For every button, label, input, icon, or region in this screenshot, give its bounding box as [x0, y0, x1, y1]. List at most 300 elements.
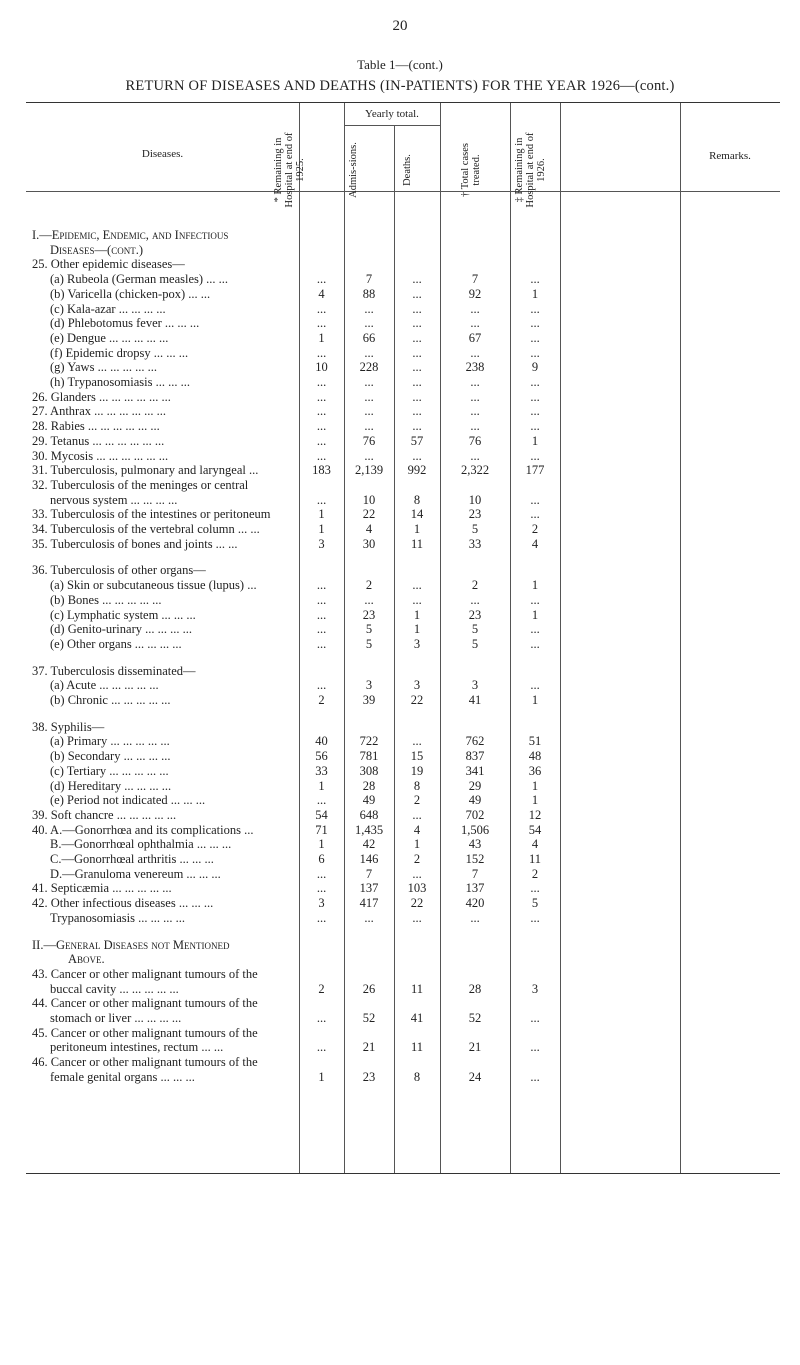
disease-label: Trypanosomiasis ... ... ... ... — [50, 910, 185, 925]
cell-total: 49 — [468, 793, 482, 808]
cell-total: 2 — [471, 578, 479, 593]
disease-label: B.—Gonorrhœal ophthalmia ... ... ... — [50, 837, 232, 852]
cell-rem25: ... — [316, 910, 327, 925]
cell-rem25: ... — [316, 866, 327, 881]
cell-rem26: ... — [530, 375, 540, 389]
section-heading-row — [0, 228, 800, 242]
disease-label: (b) Varicella (chicken-pox) ... ... — [50, 286, 211, 301]
cell-rem25: 1 — [318, 330, 325, 345]
cell-adm: 42 — [362, 837, 376, 852]
cell-rem25: ... — [316, 448, 327, 463]
cell-rem26: 4 — [531, 536, 539, 551]
cell-rem26: 1 — [531, 286, 539, 301]
cell-rem25: ... — [316, 622, 327, 637]
cell-total: 762 — [465, 734, 485, 749]
cell-deaths: 22 — [410, 693, 424, 707]
cell-adm: 52 — [362, 1011, 376, 1025]
cell-adm: 417 — [359, 896, 379, 911]
cell-rem26: 54 — [528, 822, 542, 837]
table-row — [0, 478, 800, 492]
disease-label: 26. Glanders ... ... ... ... ... ... — [32, 389, 171, 404]
cell-rem25: ... — [316, 1040, 327, 1055]
table-row — [0, 1011, 800, 1025]
cell-deaths: 19 — [410, 763, 424, 778]
cell-total: ... — [470, 910, 480, 925]
cell-rem26: ... — [530, 345, 540, 360]
cell-deaths: ... — [412, 345, 422, 360]
cell-rem25: 1 — [318, 1069, 325, 1084]
cell-adm: 308 — [359, 763, 379, 778]
table-row — [0, 808, 800, 822]
header-deaths: Deaths. — [402, 154, 413, 186]
disease-label: nervous system ... ... ... ... — [50, 492, 178, 507]
cell-total: 7 — [471, 866, 479, 881]
cell-adm: 23 — [362, 607, 376, 622]
cell-total: ... — [470, 375, 480, 389]
table-row — [0, 793, 800, 807]
cell-deaths: ... — [412, 404, 422, 419]
cell-adm: ... — [364, 316, 374, 331]
disease-label: (h) Trypanosomiasis ... ... ... — [50, 375, 190, 389]
cell-deaths: 1 — [413, 837, 421, 852]
cell-rem25: ... — [316, 433, 327, 448]
disease-label: (e) Period not indicated ... ... ... — [50, 793, 206, 808]
table-row — [0, 522, 800, 536]
table-row — [0, 434, 800, 448]
table-row — [0, 463, 800, 477]
disease-label: (e) Other organs ... ... ... ... — [50, 636, 182, 651]
cell-rem25: ... — [316, 301, 327, 316]
disease-label: (d) Genito-urinary ... ... ... ... — [50, 622, 192, 637]
disease-label: 30. Mycosis ... ... ... ... ... ... — [32, 448, 169, 463]
cell-adm: 228 — [359, 360, 379, 375]
cell-rem26: 1 — [531, 793, 539, 808]
cell-rem26: 2 — [531, 866, 539, 881]
disease-label: (g) Yaws ... ... ... ... ... — [50, 360, 157, 375]
cell-rem25: ... — [316, 272, 327, 287]
cell-total: 152 — [465, 852, 485, 866]
cell-adm: 2 — [365, 578, 373, 593]
table-row — [0, 608, 800, 622]
cell-rem26: 36 — [528, 763, 542, 778]
cell-adm: 26 — [362, 981, 376, 996]
cell-deaths: 2 — [413, 852, 421, 866]
cell-total: 702 — [465, 807, 485, 822]
cell-rem25: 56 — [315, 749, 328, 764]
cell-deaths: ... — [412, 316, 422, 331]
cell-adm: 146 — [359, 852, 379, 866]
disease-label: (d) Hereditary ... ... ... ... — [50, 778, 172, 793]
cell-rem25: ... — [316, 578, 327, 593]
cell-deaths: 1 — [413, 522, 421, 536]
cell-total: 21 — [468, 1040, 482, 1055]
cell-rem26: 1 — [531, 693, 539, 707]
table-row — [0, 678, 800, 692]
table-row — [0, 693, 800, 707]
table-heading: RETURN OF DISEASES AND DEATHS (IN-PATIENTS) FOR THE YEAR 1926—(cont.) — [125, 78, 675, 94]
section-heading-row — [0, 243, 800, 257]
cell-rem26: 48 — [528, 749, 542, 764]
cell-total: 10 — [468, 492, 482, 507]
cell-rem26: ... — [530, 622, 540, 637]
disease-label: (a) Skin or subcutaneous tissue (lupus) ... — [50, 578, 257, 593]
cell-deaths: 4 — [413, 822, 421, 837]
cell-rem26: ... — [530, 678, 540, 693]
cell-total: 137 — [465, 881, 485, 896]
cell-deaths: ... — [412, 389, 422, 404]
cell-rem25: ... — [316, 678, 327, 693]
disease-label: 25. Other epidemic diseases— — [32, 257, 185, 272]
disease-label: (c) Lymphatic system ... ... ... — [50, 607, 196, 622]
header-diseases: Diseases. — [141, 148, 184, 160]
disease-label: (a) Primary ... ... ... ... ... — [50, 734, 170, 749]
cell-adm: 3 — [365, 678, 373, 693]
disease-label: 43. Cancer or other malignant tumours of the — [32, 966, 258, 981]
disease-label: buccal cavity ... ... ... ... ... — [50, 981, 179, 996]
cell-rem26: ... — [530, 330, 540, 345]
cell-adm: 7 — [365, 866, 373, 881]
table-row — [0, 867, 800, 881]
cell-deaths: 8 — [413, 492, 421, 507]
cell-adm: 5 — [365, 622, 373, 637]
cell-total: 2,322 — [460, 463, 490, 478]
cell-rem26: ... — [530, 492, 540, 507]
cell-deaths: 8 — [413, 1069, 421, 1084]
cell-adm: 4 — [365, 522, 373, 536]
cell-rem25: ... — [316, 607, 327, 622]
cell-rem25: 54 — [315, 807, 328, 822]
disease-label: 35. Tuberculosis of bones and joints ... ... — [32, 536, 238, 551]
cell-rem25: 2 — [318, 981, 325, 996]
table-row — [0, 996, 800, 1010]
cell-rem26: ... — [530, 419, 540, 434]
disease-label: D.—Granuloma venereum ... ... ... — [50, 866, 221, 881]
cell-rem25: ... — [316, 404, 327, 419]
cell-adm: ... — [364, 301, 374, 316]
cell-deaths: ... — [412, 286, 422, 301]
table-row — [0, 563, 800, 577]
cell-rem25: ... — [316, 793, 327, 808]
table-row — [0, 360, 800, 374]
cell-rem26: 4 — [531, 837, 539, 852]
disease-label: (b) Bones ... ... ... ... ... — [50, 592, 162, 607]
cell-rem26: ... — [530, 636, 540, 651]
cell-rem26: ... — [530, 404, 540, 419]
disease-label: 33. Tuberculosis of the intestines or peritoneum — [32, 507, 271, 522]
cell-deaths: 3 — [413, 678, 421, 693]
cell-rem26: 2 — [531, 522, 539, 536]
cell-deaths: 1 — [413, 607, 421, 622]
cell-deaths: ... — [412, 375, 422, 389]
section-heading-row — [0, 952, 800, 966]
cell-deaths: 2 — [413, 793, 421, 808]
cell-total: 5 — [471, 522, 479, 536]
cell-deaths: 57 — [410, 433, 424, 448]
header-total-treated: † Total cases treated. — [460, 143, 482, 197]
cell-adm: 1,435 — [354, 822, 384, 837]
cell-deaths: 15 — [410, 749, 424, 764]
cell-total: ... — [470, 448, 480, 463]
cell-rem26: 12 — [528, 807, 542, 822]
cell-total: 5 — [471, 636, 479, 651]
table-row — [0, 390, 800, 404]
header-remaining-1926: ‡ Remaining in Hospital at end of 1926. — [514, 132, 547, 208]
table-row — [0, 896, 800, 910]
table-row — [0, 823, 800, 837]
cell-adm: ... — [364, 389, 374, 404]
cell-adm: 7 — [365, 272, 373, 287]
table-row — [0, 346, 800, 360]
cell-total: 43 — [468, 837, 482, 852]
cell-rem25: 6 — [318, 852, 325, 866]
cell-total: 29 — [468, 778, 482, 793]
cell-rem26: 11 — [528, 852, 542, 866]
cell-adm: 648 — [359, 807, 379, 822]
cell-adm: 137 — [359, 881, 379, 896]
table-row — [0, 578, 800, 592]
table-row — [0, 316, 800, 330]
cell-adm: 39 — [362, 693, 376, 707]
cell-total: 33 — [468, 536, 482, 551]
cell-total: 24 — [468, 1069, 482, 1084]
cell-adm: ... — [364, 592, 374, 607]
header-remarks: Remarks. — [709, 150, 751, 162]
disease-label: 36. Tuberculosis of other organs— — [32, 563, 206, 578]
cell-deaths: ... — [412, 734, 422, 749]
cell-rem26: ... — [530, 272, 540, 287]
cell-rem26: 1 — [531, 578, 539, 593]
table-row — [0, 837, 800, 851]
table-row — [0, 375, 800, 389]
cell-rem25: ... — [316, 345, 327, 360]
disease-label: 31. Tuberculosis, pulmonary and laryngeal ... — [32, 463, 259, 478]
cell-deaths: 11 — [410, 536, 424, 551]
cell-rem25: ... — [316, 1011, 327, 1025]
cell-adm: 21 — [362, 1040, 376, 1055]
table-row — [0, 749, 800, 763]
disease-label: (f) Epidemic dropsy ... ... ... — [50, 345, 189, 360]
disease-label: 41. Septicæmia ... ... ... ... ... — [32, 881, 172, 896]
cell-deaths: ... — [412, 272, 422, 287]
table-row — [0, 622, 800, 636]
table-row — [0, 302, 800, 316]
cell-rem26: ... — [530, 910, 540, 925]
cell-adm: ... — [364, 345, 374, 360]
cell-rem25: ... — [316, 389, 327, 404]
cell-adm: 28 — [362, 778, 376, 793]
disease-label: 42. Other infectious diseases ... ... ... — [32, 896, 214, 911]
cell-adm: 88 — [362, 286, 376, 301]
table-row — [0, 593, 800, 607]
disease-label: stomach or liver ... ... ... ... — [50, 1011, 182, 1025]
cell-adm: ... — [364, 419, 374, 434]
page-number: 20 — [392, 18, 408, 34]
cell-rem26: ... — [530, 389, 540, 404]
disease-label: (b) Secondary ... ... ... ... — [50, 749, 171, 764]
cell-adm: 2,139 — [354, 463, 384, 478]
cell-rem25: 4 — [318, 286, 325, 301]
cell-rem25: ... — [316, 375, 327, 389]
cell-total: 52 — [468, 1011, 482, 1025]
cell-total: 420 — [465, 896, 485, 911]
table-row — [0, 881, 800, 895]
disease-label: 32. Tuberculosis of the meninges or central — [32, 477, 249, 492]
disease-label: 37. Tuberculosis disseminated— — [32, 663, 196, 678]
cell-rem25: 1 — [318, 522, 325, 536]
disease-label: 34. Tuberculosis of the vertebral column ... ... — [32, 522, 260, 536]
cell-deaths: ... — [412, 910, 422, 925]
cell-rem26: 177 — [525, 463, 545, 478]
disease-label: (a) Acute ... ... ... ... ... — [50, 678, 159, 693]
table-row — [0, 852, 800, 866]
cell-rem25: 1 — [318, 778, 325, 793]
cell-deaths: 14 — [410, 507, 424, 522]
cell-deaths: 11 — [410, 981, 424, 996]
header-remaining-1925: * Remaining in Hospital at end of 1925. — [273, 132, 306, 208]
table-row — [0, 331, 800, 345]
cell-adm: 30 — [362, 536, 376, 551]
cell-rem26: ... — [530, 1069, 540, 1084]
header-yearly-total: Yearly total. — [365, 108, 419, 120]
cell-adm: 781 — [359, 749, 379, 764]
table-row — [0, 272, 800, 286]
cell-deaths: 41 — [410, 1011, 424, 1025]
cell-rem26: ... — [530, 1011, 540, 1025]
cell-adm: 49 — [362, 793, 376, 808]
cell-total: ... — [470, 301, 480, 316]
disease-label: 44. Cancer or other malignant tumours of the — [32, 996, 258, 1011]
disease-label: 45. Cancer or other malignant tumours of the — [32, 1025, 258, 1040]
cell-rem26: ... — [530, 1040, 540, 1055]
cell-rem25: 183 — [312, 463, 331, 478]
cell-total: ... — [470, 389, 480, 404]
disease-label: peritoneum intestines, rectum ... ... — [50, 1040, 224, 1055]
table-row — [0, 404, 800, 418]
cell-total: 67 — [468, 330, 482, 345]
cell-total: 7 — [471, 272, 479, 287]
disease-label: (e) Dengue ... ... ... ... ... — [50, 330, 169, 345]
table-row — [0, 764, 800, 778]
cell-deaths: 22 — [410, 896, 424, 911]
cell-adm: 76 — [362, 433, 376, 448]
cell-rem25: 40 — [315, 734, 328, 749]
disease-label: 29. Tetanus ... ... ... ... ... ... — [32, 433, 165, 448]
cell-deaths: ... — [412, 807, 422, 822]
cell-rem25: ... — [316, 592, 327, 607]
cell-deaths: 992 — [407, 463, 427, 478]
disease-label: (c) Tertiary ... ... ... ... ... — [50, 763, 169, 778]
cell-adm: 10 — [362, 492, 376, 507]
cell-deaths: ... — [412, 419, 422, 434]
header-admissions: Admis-sions. — [348, 142, 359, 198]
cell-deaths: ... — [412, 330, 422, 345]
cell-total: 3 — [471, 678, 479, 693]
cell-deaths: ... — [412, 301, 422, 316]
table-row — [0, 779, 800, 793]
cell-total: 92 — [468, 286, 482, 301]
disease-label: II.—General Diseases not Mentioned — [32, 937, 230, 952]
cell-rem26: ... — [530, 448, 540, 463]
cell-rem26: ... — [530, 301, 540, 316]
cell-rem26: 9 — [531, 360, 539, 375]
section-heading-row — [0, 938, 800, 952]
cell-adm: ... — [364, 910, 374, 925]
cell-total: 41 — [468, 693, 482, 707]
cell-adm: ... — [364, 404, 374, 419]
cell-deaths: 103 — [407, 881, 427, 896]
table-row — [0, 493, 800, 507]
table-row — [0, 287, 800, 301]
cell-adm: 5 — [365, 636, 373, 651]
table-row — [0, 1026, 800, 1040]
cell-total: ... — [470, 345, 480, 360]
cell-rem26: 1 — [531, 607, 539, 622]
disease-label: C.—Gonorrhœal arthritis ... ... ... — [50, 852, 214, 866]
subheader-rule — [344, 125, 440, 126]
cell-adm: ... — [364, 448, 374, 463]
cell-deaths: ... — [412, 866, 422, 881]
cell-total: 341 — [465, 763, 485, 778]
cell-total: 1,506 — [460, 822, 490, 837]
disease-label: (a) Rubeola (German measles) ... ... — [50, 272, 229, 287]
cell-deaths: ... — [412, 448, 422, 463]
cell-rem26: 3 — [531, 981, 539, 996]
cell-rem26: 1 — [531, 433, 539, 448]
cell-rem26: 5 — [531, 896, 539, 911]
cell-rem26: 51 — [528, 734, 542, 749]
cell-adm: 722 — [359, 734, 379, 749]
cell-total: ... — [470, 592, 480, 607]
disease-label: (c) Kala-azar ... ... ... ... — [50, 301, 166, 316]
cell-total: 5 — [471, 622, 479, 637]
cell-rem26: 1 — [531, 778, 539, 793]
table-row — [0, 637, 800, 651]
cell-deaths: 11 — [410, 1040, 424, 1055]
cell-total: 23 — [468, 607, 482, 622]
table-row — [0, 1040, 800, 1054]
cell-rem25: 1 — [318, 507, 325, 522]
cell-rem25: 2 — [318, 693, 325, 707]
table-row — [0, 720, 800, 734]
cell-total: ... — [470, 404, 480, 419]
disease-label: 28. Rabies ... ... ... ... ... ... — [32, 419, 160, 434]
cell-total: 837 — [465, 749, 485, 764]
cell-total: ... — [470, 316, 480, 331]
cell-rem25: 3 — [318, 536, 325, 551]
table-row — [0, 537, 800, 551]
cell-rem25: 71 — [315, 822, 328, 837]
disease-label: Diseases—(cont.) — [50, 242, 143, 257]
table-row — [0, 982, 800, 996]
cell-rem25: ... — [316, 492, 327, 507]
cell-deaths: 8 — [413, 778, 421, 793]
cell-rem25: ... — [316, 881, 327, 896]
cell-deaths: ... — [412, 578, 422, 593]
cell-adm: 22 — [362, 507, 376, 522]
cell-total: 76 — [468, 433, 482, 448]
disease-label: Above. — [68, 952, 105, 967]
cell-total: 238 — [465, 360, 485, 375]
disease-label: 39. Soft chancre ... ... ... ... ... — [32, 807, 177, 822]
cell-rem26: ... — [530, 592, 540, 607]
cell-total: ... — [470, 419, 480, 434]
cell-deaths: 3 — [413, 636, 421, 651]
disease-label: I.—Epidemic, Endemic, and Infectious — [32, 228, 229, 242]
cell-rem25: 33 — [315, 763, 328, 778]
table-row — [0, 967, 800, 981]
disease-label: 38. Syphilis— — [32, 719, 105, 734]
disease-label: 27. Anthrax ... ... ... ... ... ... — [32, 404, 167, 419]
